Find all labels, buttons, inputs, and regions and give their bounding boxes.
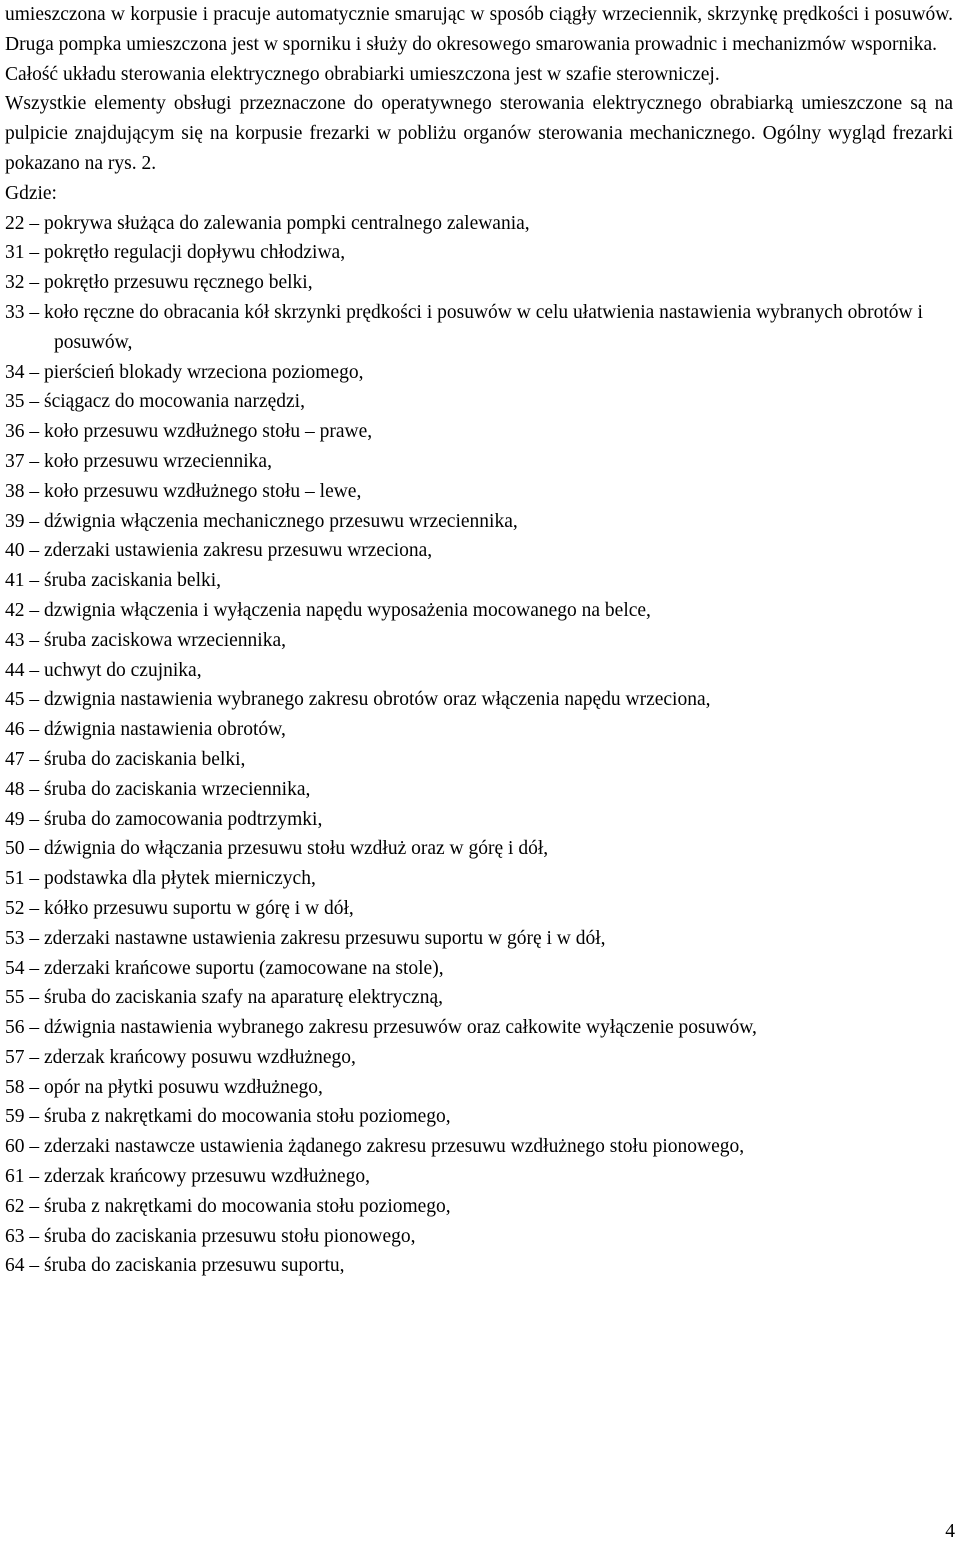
legend-item: 48 – śruba do zaciskania wrzeciennika, <box>5 778 311 800</box>
legend-item: 41 – śruba zaciskania belki, <box>5 570 222 592</box>
legend-item: 42 – dzwignia włączenia i wyłączenia napędu wyposażenia mocowanego na belce, <box>5 599 651 621</box>
legend-item: 36 – koło przesuwu wzdłużnego stołu – prawe, <box>5 421 373 443</box>
legend-item: 46 – dźwignia nastawienia obrotów, <box>5 719 286 741</box>
legend-item: 55 – śruba do zaciskania szafy na aparaturę elektryczną, <box>5 987 443 1009</box>
document-page <box>5 0 953 1281</box>
legend-item: 52 – kółko przesuwu suportu w górę i w dół, <box>5 897 354 919</box>
legend-list <box>5 209 953 1282</box>
legend-item: 57 – zderzak krańcowy posuwu wzdłużnego, <box>5 1046 356 1068</box>
paragraph-control-panel: Wszystkie elementy obsługi przeznaczone do operatywnego sterowania elektrycznego obrabiarką umieszczone są na pulpicie znajdującym się na korpusie frezarki w pobliżu organów sterowania mechanicznego. Ogólny wygląd frezarki pokazano na rys. 2. <box>5 93 953 174</box>
legend-item: 31 – pokrętło regulacji dopływu chłodziwa, <box>5 242 346 264</box>
paragraph-lubrication: umieszczona w korpusie i pracuje automatycznie smarując w sposób ciągły wrzeciennik, skrzynkę prędkości i posuwów. Druga pompka umieszczona jest w sporniku i służy do okresowego smarowania prowadnic i mechanizmów wspornika. <box>5 4 953 55</box>
legend-item: 22 – pokrywa służąca do zalewania pompki centralnego zalewania, <box>5 212 530 234</box>
legend-item: 64 – śruba do zaciskania przesuwu suportu, <box>5 1255 345 1277</box>
paragraph-control-cabinet: Całość układu sterowania elektrycznego obrabiarki umieszczona jest w szafie sterowniczej. <box>5 63 720 85</box>
legend-item: 60 – zderzaki nastawcze ustawienia żądanego zakresu przesuwu wzdłużnego stołu pionowego, <box>5 1136 745 1158</box>
legend-item: 47 – śruba do zaciskania belki, <box>5 748 246 770</box>
page-number: 4 <box>945 1521 955 1542</box>
legend-item: 50 – dźwignia do włączania przesuwu stołu wzdłuż oraz w górę i dół, <box>5 838 549 860</box>
legend-intro: Gdzie: <box>5 182 57 204</box>
legend-item: 49 – śruba do zamocowania podtrzymki, <box>5 808 323 830</box>
legend-item: 56 – dźwignia nastawienia wybranego zakresu przesuwów oraz całkowite wyłączenie posuwów, <box>5 1017 757 1039</box>
legend-item: 35 – ściągacz do mocowania narzędzi, <box>5 391 305 413</box>
legend-item: 58 – opór na płytki posuwu wzdłużnego, <box>5 1076 323 1098</box>
legend-item: 39 – dźwignia włączenia mechanicznego przesuwu wrzeciennika, <box>5 510 518 532</box>
legend-item: 34 – pierścień blokady wrzeciona poziomego, <box>5 361 364 383</box>
legend-item: 63 – śruba do zaciskania przesuwu stołu pionowego, <box>5 1225 416 1247</box>
legend-item: 32 – pokrętło przesuwu ręcznego belki, <box>5 272 313 294</box>
legend-item: 40 – zderzaki ustawienia zakresu przesuwu wrzeciona, <box>5 540 433 562</box>
legend-item: 62 – śruba z nakrętkami do mocowania stołu poziomego, <box>5 1195 451 1217</box>
legend-item: 33 – koło ręczne do obracania kół skrzynki prędkości i posuwów w celu ułatwienia nastawienia wybranych obrotów i posuwów, <box>5 301 923 353</box>
legend-item: 37 – koło przesuwu wrzeciennika, <box>5 450 272 472</box>
legend-item: 38 – koło przesuwu wzdłużnego stołu – lewe, <box>5 480 362 502</box>
legend-item: 44 – uchwyt do czujnika, <box>5 659 202 681</box>
legend-item: 43 – śruba zaciskowa wrzeciennika, <box>5 629 287 651</box>
legend-item: 59 – śruba z nakrętkami do mocowania stołu poziomego, <box>5 1106 451 1128</box>
legend-item: 54 – zderzaki krańcowe suportu (zamocowane na stole), <box>5 957 444 979</box>
legend-item: 61 – zderzak krańcowy przesuwu wzdłużnego, <box>5 1166 370 1188</box>
legend-item: 51 – podstawka dla płytek mierniczych, <box>5 868 316 890</box>
legend-item: 45 – dzwignia nastawienia wybranego zakresu obrotów oraz włączenia napędu wrzeciona, <box>5 689 711 711</box>
legend-item: 53 – zderzaki nastawne ustawienia zakresu przesuwu suportu w górę i w dół, <box>5 927 606 949</box>
